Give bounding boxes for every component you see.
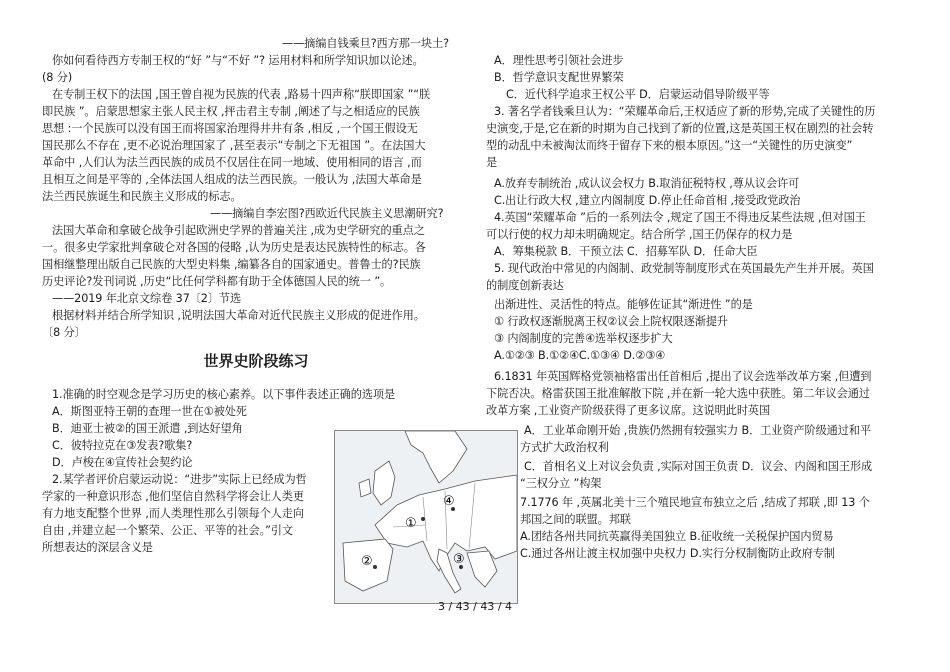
question-line: 4.英国“荣耀革命 ”后的一系列法令 ,规定了国王不得违反某些法规 ,但对国王 [494,211,866,224]
europe-map-drawing [335,431,517,603]
paragraph-line: 革命中 ,人们认为法兰西民族的成员不仅居住在同一地域、使用相同的语言 ,而 [42,156,422,169]
question-line: 6.1831 年英国辉格党领袖格雷出任首相后 ,提出了议会选举改革方案 ,但遭到 [494,370,872,383]
option-line: 方式扩大政治权利 [520,441,609,454]
question-line: 1.准确的时空观念是学习历史的核心素养。以下事件表述正确的选项是 [52,388,396,401]
score-line: 〔8 分〕 [42,326,86,339]
question-line: 史演变,于是,它在新的时期为自己找到了新的位置,这是英国王权在剧烈的社会转 [486,122,874,135]
question-line: 2.某学者评价启蒙运动说：“进步”实际上已经成为哲 [52,473,307,486]
question-line: 是 [486,156,498,169]
option-line: C．首相名义上对议会负责 ,实际对国王负责 D．议会、内阁和国王形成 [524,460,873,473]
option-line: A．工业革命刚开始 ,贵族仍然拥有较强实力 B．工业资产阶级通过和平 [524,424,872,437]
paragraph-line: 国相继整理出版自己民族的大型史料集 ,编纂各自的国家通史。普鲁士的?民族 [42,258,421,271]
question-line: 可以行使的权力却未明确规定。结合所学 ,国王仍保存的权力是 [486,228,793,241]
question-line: 出渐进性、灵活性的特点。能够佐证其“渐进性 ”的是 [494,298,753,311]
option-line: D．卢梭在④宣传社会契约论 [52,456,193,469]
source-line: ——摘编自李宏图?西欧近代民族主义思潮研究? [210,207,444,220]
page-number: 3 / 43 / 43 / 4 [437,600,513,613]
section-title: 世界史阶段练习 [203,352,309,370]
option-line: A.放弃专制统治 ,成认议会权力 B.取消征税特权 ,尊从议会许可 [494,177,800,190]
map-label-2: ② [361,554,373,569]
option-line: C．彼特拉克在③发表?歌集? [52,439,193,452]
option-line: B．迪亚士被②的国王派遣 ,到达好望角 [52,422,243,435]
question-line: 3. 著名学者钱乘旦认为：“荣耀革命后,王权适应了新的形势,完成了关键性的历 [494,105,876,118]
paragraph-line: 且相互之间是平等的 ,全体法国人组成的法兰西民族。一般认为 ,法国大革命是 [42,173,422,186]
paragraph-line: 一。很多史学家批判拿破仑对各国的侵略 ,认为历史是表达民族特性的标志。各 [42,241,426,254]
score-line: (8 分) [42,71,73,84]
option-line: C.出让行政大权 ,建立内阁制度 D.停止任命首相 ,接受政党政治 [494,194,801,207]
question-line: 型的动乱中未被淘汰而终于留存下来的根本原因。”这一“关键性的历史演变” [486,139,853,152]
source-line: ——2019 年北京文综卷 37〔2〕节选 [52,292,242,305]
option-line: A.①②③ B.①②④C.①③④ D.②③④ [494,349,666,362]
option-line: ① 行政权逐渐脱离王权②议会上院权限逐渐提升 [494,315,728,328]
question-line: 邦国之间的联盟。邦联 [520,513,631,526]
option-line: “三权分立 ”构架 [520,477,602,490]
map-label-3: ③ [453,552,465,567]
option-line: ③ 内阁制度的完善④选举权逐步扩大 [494,332,673,345]
question-line: 学家的一种意识形态 ,他们坚信自然科学将会让人类更 [42,490,304,503]
source-line: ——摘编自钱乘旦?西方那一块土? [282,37,449,50]
map-label-1: ① [405,516,417,531]
question-line: 你如何看待西方专制王权的“好 ”与“不好 ”? 运用材料和所学知识加以论述。 [52,54,424,67]
paragraph-line: 法兰西民族诞生和民族主义形成的标志。 [42,190,242,203]
paragraph-line: 在专制王权下的法国 ,国王曾自视为民族的代表 ,路易十四声称“朕即国家 ”“朕 [52,88,431,101]
map-label-4: ④ [443,494,455,509]
paragraph-line: 历史评论?发刊词说 ,历史“比任何学科都有助于全体德国人民的统一 ”。 [42,275,392,288]
question-line: 改革方案 ,工业资产阶级获得了更多议席。这说明此时英国 [486,404,771,417]
question-line: 所想表达的深层含义是 [42,541,153,554]
paragraph-line: 思想 :一个民族可以没有国王而将国家治理得井井有条 ,相反 ,一个国王假设无 [42,122,418,135]
paragraph-line: 法国大革命和拿破仑战争引起欧洲史学界的普遍关注 ,成为史学研究的重点之 [52,224,425,237]
option-line: C.通过各州让渡主权加强中央权力 D.实行分权制衡防止政府专制 [520,547,835,560]
question-line: 5. 现代政治中常见的内阁制、政党制等制度形式在英国最先产生并开展。英国 [494,262,874,275]
europe-map [334,430,518,604]
question-line: 有力地支配整个世界 ,而人类理性那么引领每个人走向 [42,507,304,520]
option-line: B．哲学意识支配世界繁荣 [494,71,624,84]
paragraph-line: 国民那么不存在 ,更不必说治理国家了 ,甚至表示“专制之下无祖国 ”。在法国大 [42,139,426,152]
paragraph-line: 即民族 ”。启蒙思想家主张人民主权 ,抨击君主专制 ,阐述了与之相适应的民族 [42,105,420,118]
option-line: A．筹集税款 B．干预立法 C．招募军队 D．任命大臣 [494,245,758,258]
option-line: A．理性思考引领社会进步 [494,54,624,67]
question-line: 的制度创新表达 [486,279,564,292]
option-line: A．斯图亚特王朝的查理一世在①被处死 [52,405,247,418]
question-line: 下院否决。格雷获国王批准解散下院 ,并在新一轮大选中获胜。第二年议会通过 [486,387,870,400]
question-line: 根据材料并结合所学知识 ,说明法国大革命对近代民族主义形成的促进作用。 [52,309,425,322]
option-line: C．近代科学追求王权公平 D．启蒙运动倡导阶级平等 [506,88,770,101]
question-line: 自由 ,并建立起一个繁荣、公正、平等的社会。”引文 [42,524,293,537]
question-line: 7.1776 年 ,英属北美十三个殖民地宣布独立之后 ,结成了邦联 ,即 13 个 [520,496,870,509]
option-line: A.团结各州共同抗英赢得美国独立 B.征收统一关税保护国内贸易 [520,530,834,543]
